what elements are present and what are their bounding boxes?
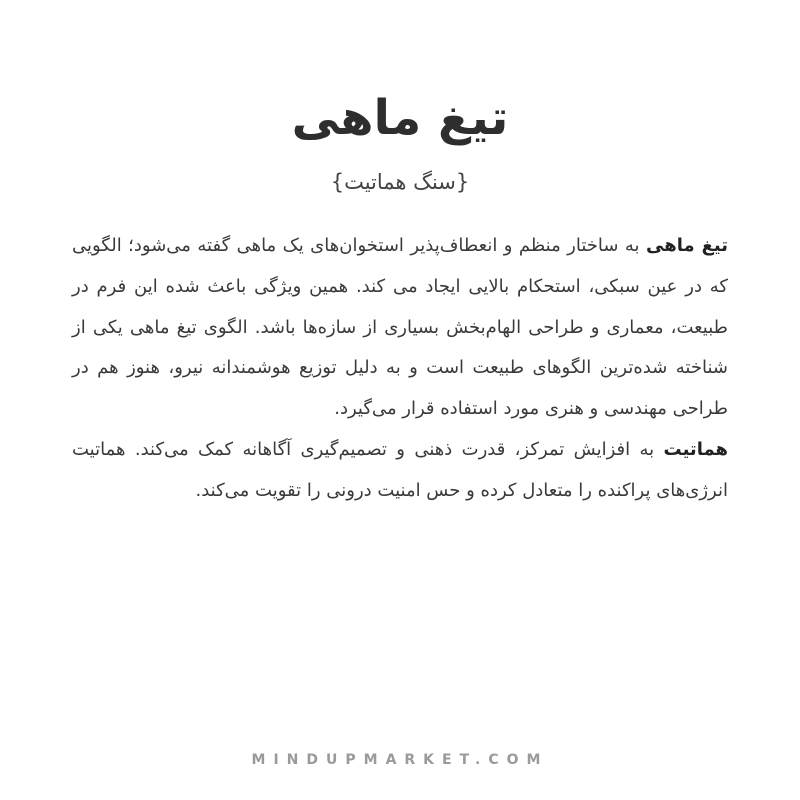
paragraph-hematite-text: به افزایش تمرکز، قدرت ذهنی و تصمیم‌گیری آگاهانه کمک می‌کند. هماتیت انرژی‌های پراکنده را متعادل کرده و حس امنیت درونی را تقویت می‌کند. <box>72 438 728 501</box>
paragraph-hematite-lead: هماتیت <box>663 438 728 460</box>
paragraph-fishbone-text: به ساختار منظم و انعطاف‌پذیر استخوان‌های یک ماهی گفته می‌شود؛ الگویی که در عین سبکی، استحکام بالایی ایجاد می کند. همین ویژگی باعث شده این فرم در طبیعت، معماری و طراحی الهام‌بخش بسیاری از سازه‌ها باشد. الگوی تیغ ماهی یکی از شناخته شده‌ترین الگوهای طبیعت است و به دلیل توزیع هوشمندانه نیرو، هنوز هم در طراحی مهندسی و هنری مورد استفاده قرار می‌گیرد. <box>72 235 728 420</box>
body-text <box>72 226 728 512</box>
paragraph-fishbone <box>72 226 728 430</box>
page-title: تیغ ماهی <box>291 90 509 146</box>
page-subtitle: {سنگ هماتیت} <box>330 170 470 194</box>
paragraph-hematite <box>72 430 728 512</box>
footer-website: MINDUPMARKET.COM <box>251 752 549 768</box>
paragraph-fishbone-lead: تیغ ماهی <box>646 235 728 256</box>
